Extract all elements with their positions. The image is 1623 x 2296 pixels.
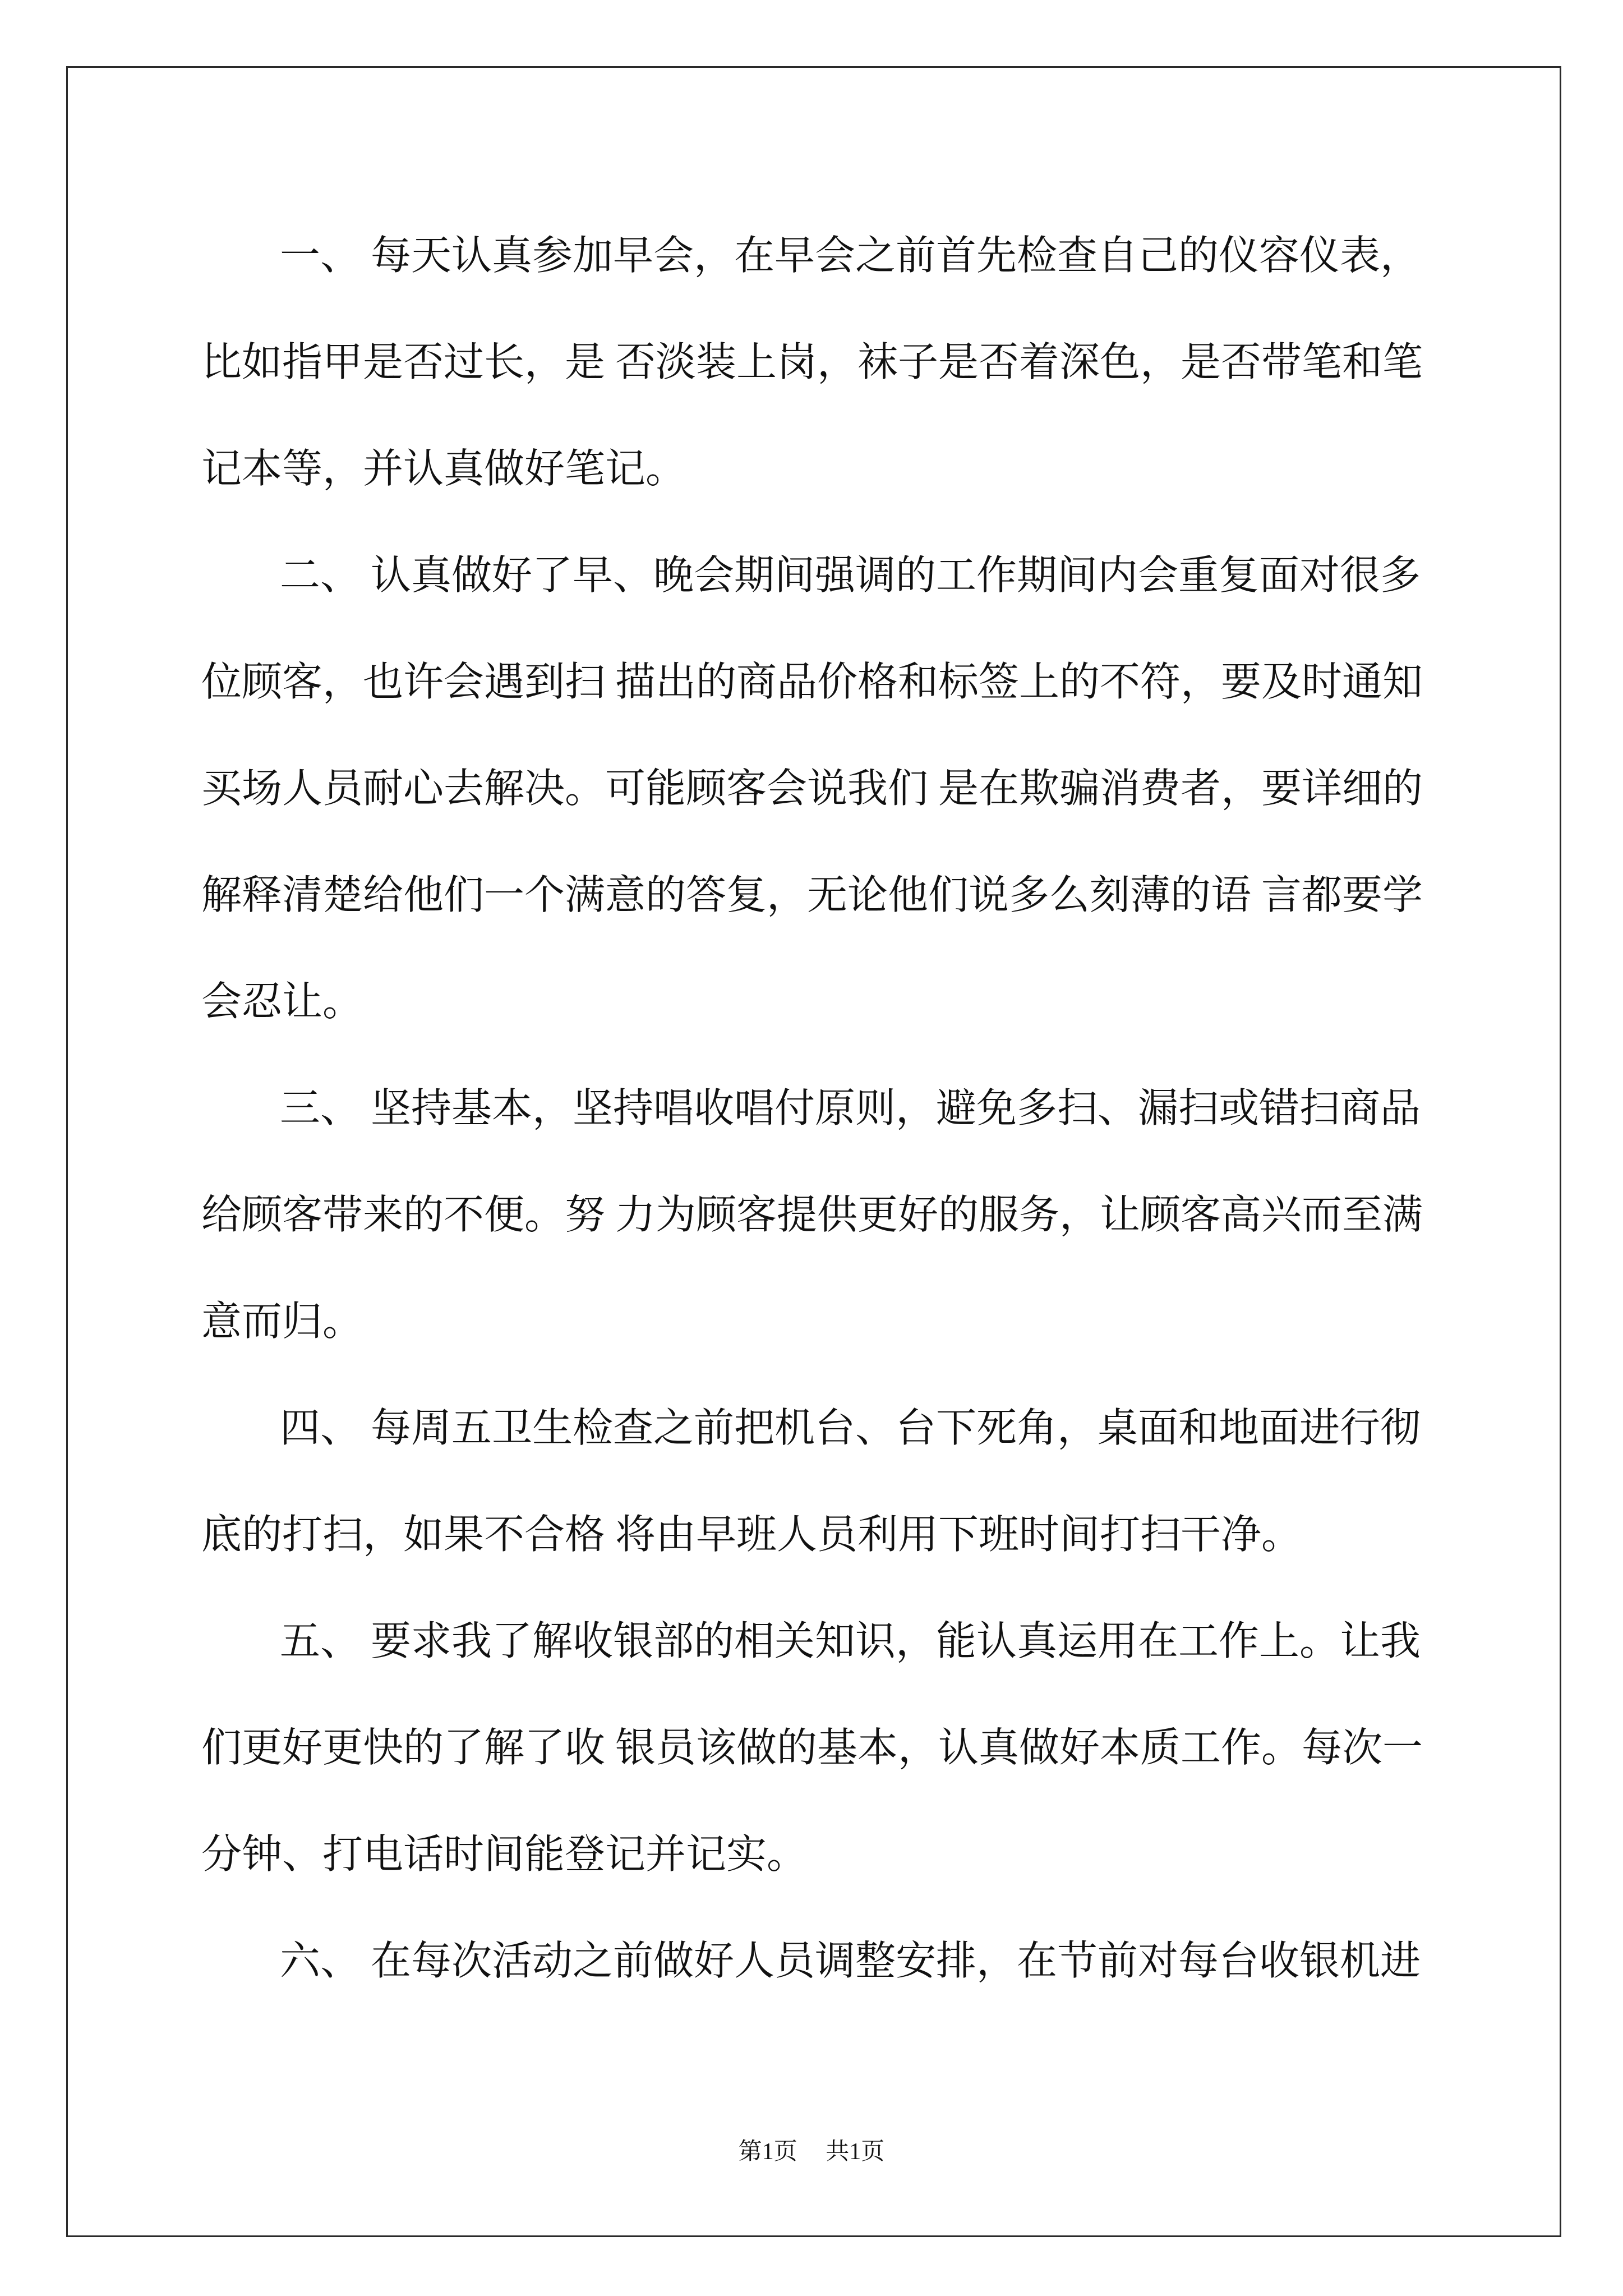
text-line: 一、 每天认真参加早会，在早会之前首先检查自己的仪容仪表， (280, 233, 1421, 278)
text-line: 三、 坚持基本，坚持唱收唱付原则，避免多扫、漏扫或错扫商品 (280, 1086, 1421, 1131)
text-line: 解释清楚给他们一个满意的答复，无论他们说多么刻薄的语 言都要学 (201, 873, 1423, 918)
page-footer: 第1页 共1页 (738, 2139, 885, 2165)
text-line: 六、 在每次活动之前做好人员调整安排，在节前对每台收银机进 (280, 1939, 1421, 1984)
paragraph-2 (201, 522, 1525, 1055)
text-line: 比如指甲是否过长，是 否淡装上岗，袜子是否着深色，是否带笔和笔 (201, 340, 1423, 385)
text-line: 位顾客，也许会遇到扫 描出的商品价格和标签上的不符，要及时通知 (201, 660, 1423, 705)
paragraph-5 (201, 1588, 1525, 1908)
text-line: 分钟、打电话时间能登记并记实。 (201, 1832, 808, 1877)
paragraph-6 (201, 1908, 1525, 2014)
text-line: 五、 要求我了解收银部的相关知识，能认真运用在工作上。让我 (280, 1619, 1421, 1664)
text-line: 给顾客带来的不便。努 力为顾客提供更好的服务，让顾客高兴而至满 (201, 1193, 1423, 1237)
document-body (201, 203, 1525, 2014)
text-line: 买场人员耐心去解决。可能顾客会说我们 是在欺骗消费者，要详细的 (201, 766, 1423, 811)
text-line: 四、 每周五卫生检查之前把机台、台下死角，桌面和地面进行彻 (280, 1406, 1421, 1451)
text-line: 记本等，并认真做好笔记。 (201, 447, 686, 491)
text-line: 底的打扫，如果不合格 将由早班人员利用下班时间打扫干净。 (201, 1512, 1302, 1557)
paragraph-4 (201, 1375, 1525, 1588)
text-line: 二、 认真做好了早、晚会期间强调的工作期间内会重复面对很多 (280, 553, 1421, 598)
text-line: 会忍让。 (201, 979, 363, 1024)
paragraph-3 (201, 1055, 1525, 1375)
text-line: 们更好更快的了解了收 银员该做的基本，认真做好本质工作。每次一 (201, 1726, 1423, 1770)
paragraph-1 (201, 203, 1525, 522)
text-line: 意而归。 (201, 1299, 363, 1344)
